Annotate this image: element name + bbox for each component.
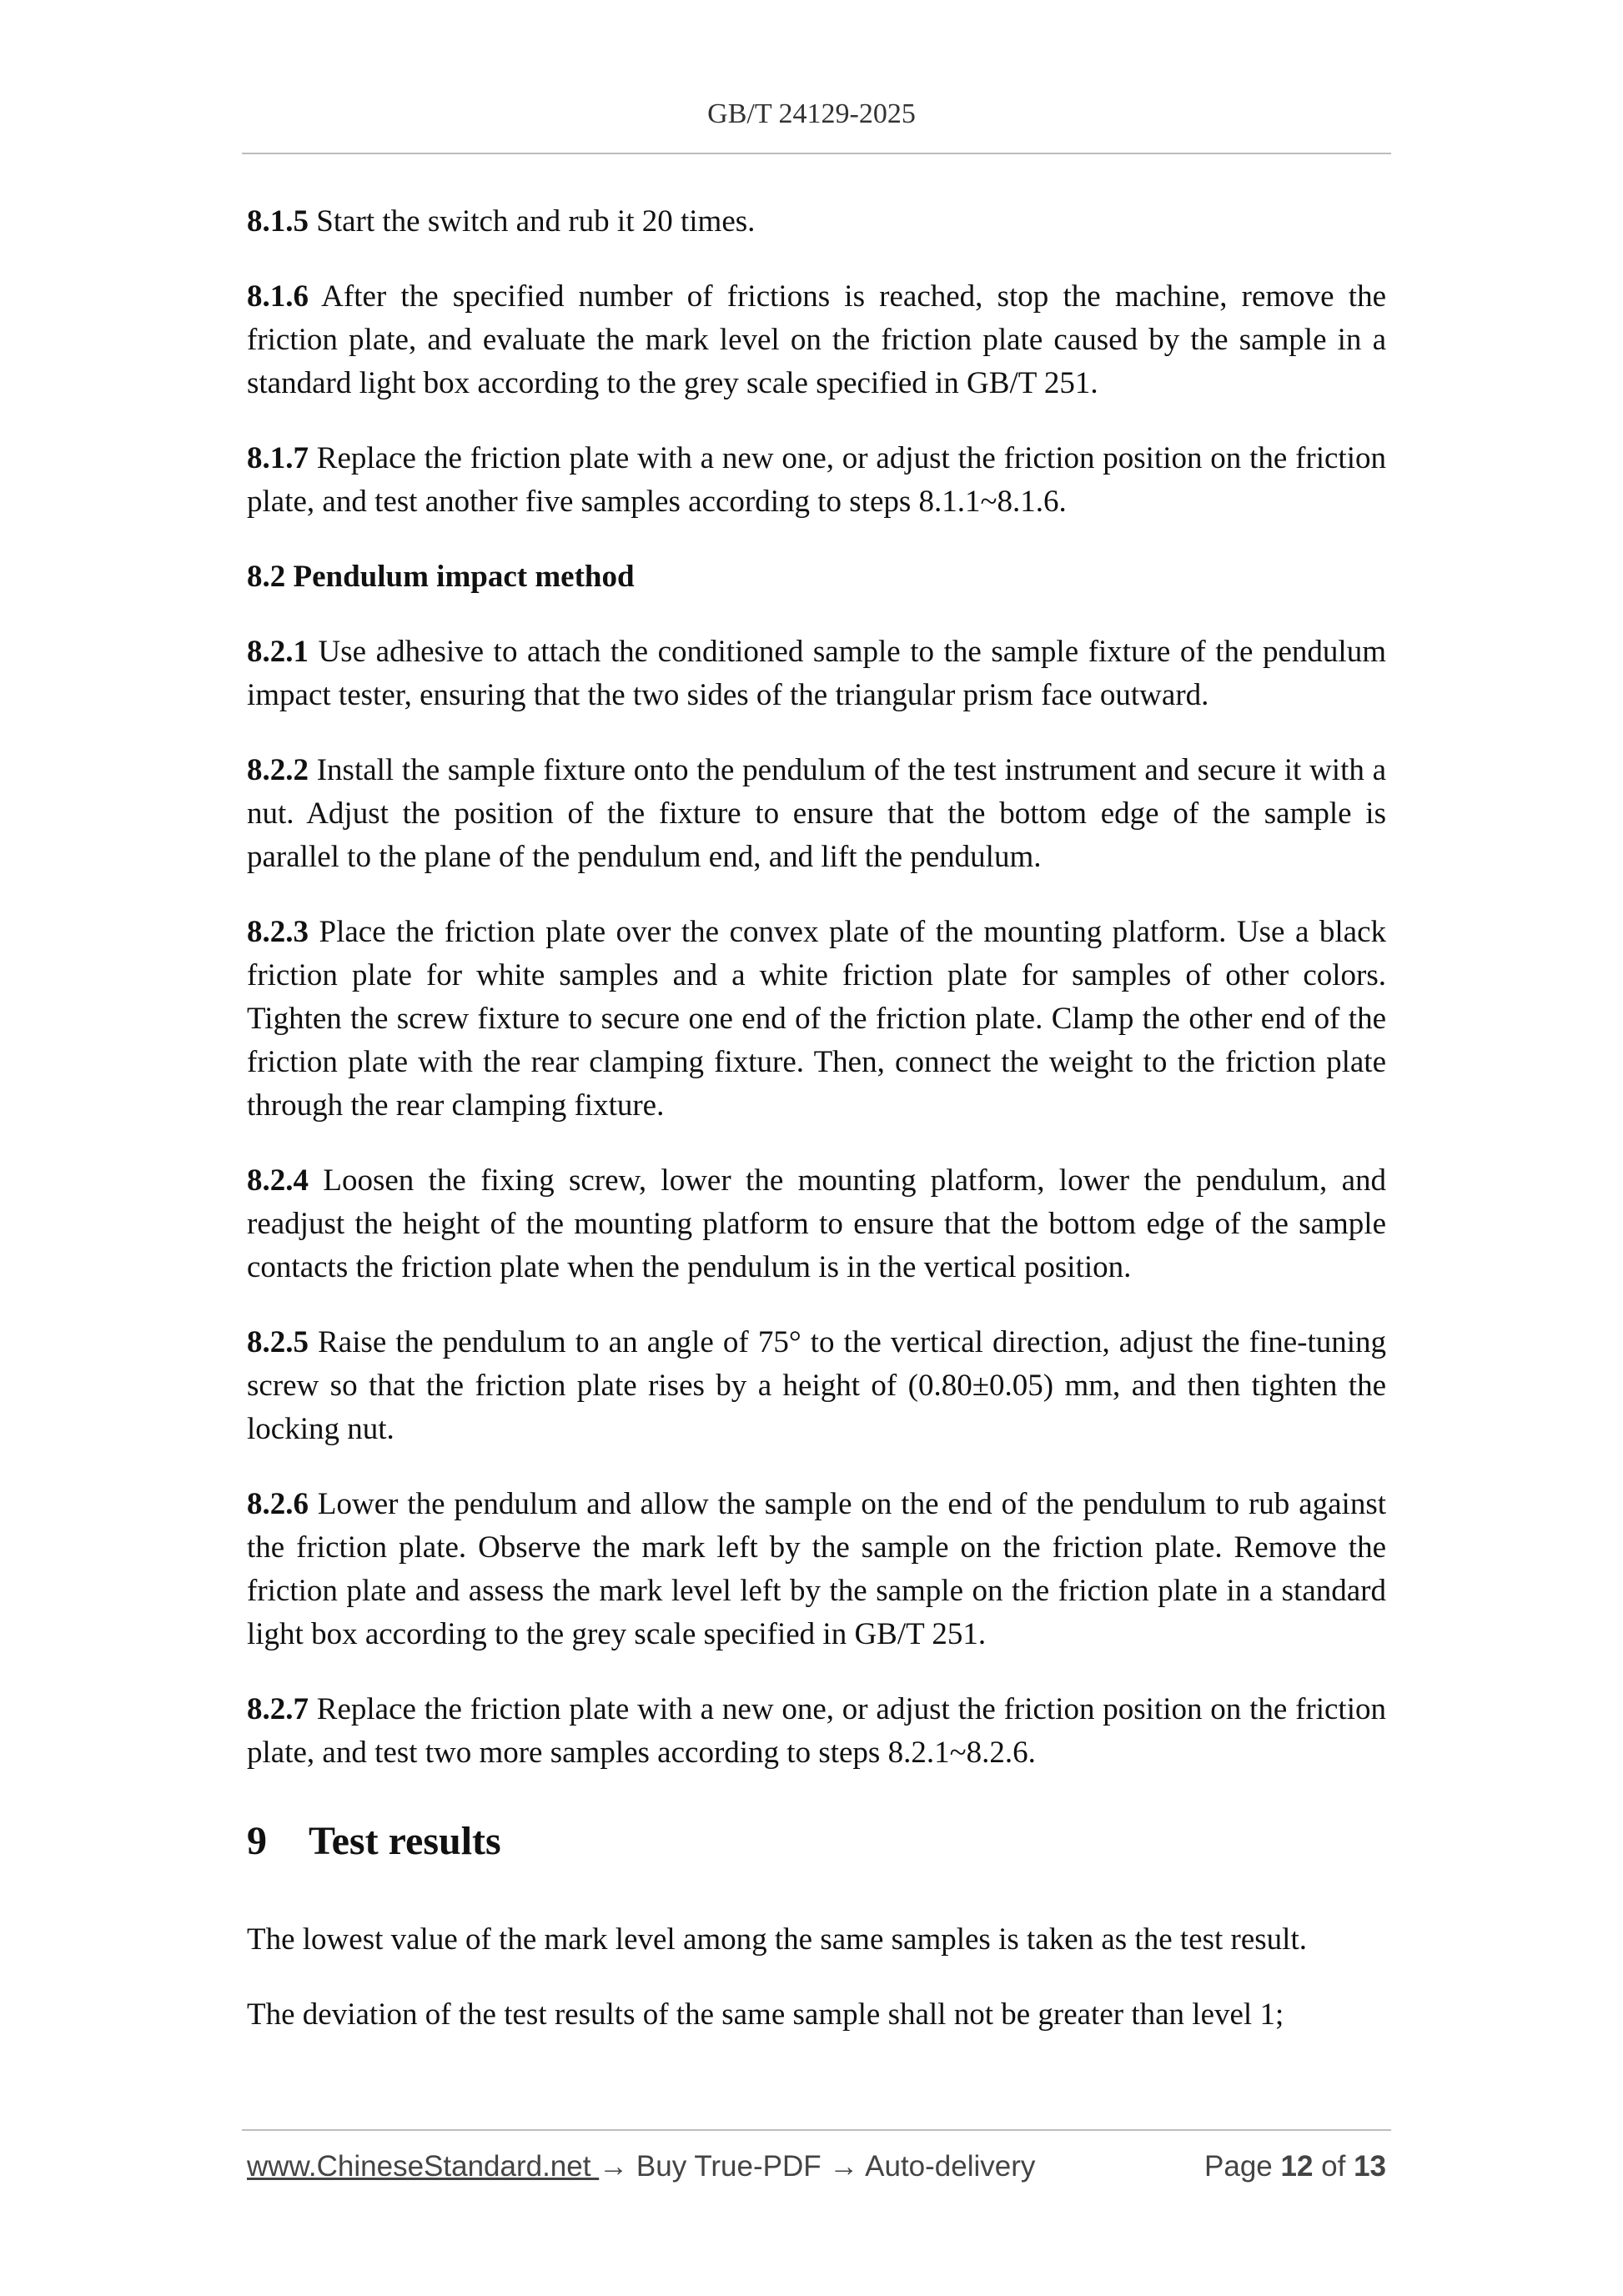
clause-text: Replace the friction plate with a new one, or adjust the friction position on the friction plate, and test another five samples according to steps 8.1.1~8.1.6. [247,441,1386,519]
clause-number: 8.2.7 [247,1692,309,1726]
paragraph-8-1-7 [247,437,1386,524]
section-number: 9 [247,1819,267,1863]
paragraph-8-2-5 [247,1321,1386,1451]
clause-text: Place the friction plate over the convex plate of the mounting platform. Use a black friction plate for white samples and a white friction plate for samples of other colors. Tighten the screw fixture to secure one end of the friction plate. Clamp the other end of the friction plate with the rear clamping fixture. Then, connect the weight to the friction plate through the rear clamping fixture. [247,915,1386,1123]
page-indicator [1204,2150,1386,2183]
clause-number: 8.1.6 [247,279,309,314]
page-of-label: of [1313,2150,1354,2183]
paragraph-8-2-3 [247,911,1386,1128]
clause-text: Loosen the fixing screw, lower the mounting platform, lower the pendulum, and readjust the height of the mounting platform to ensure that the bottom edge of the sample contacts the friction plate when the pendulum is in the vertical position. [247,1163,1386,1284]
arrow-right-icon: → [599,2150,629,2183]
current-page-number: 12 [1280,2150,1314,2183]
paragraph-8-2-2 [247,749,1386,879]
chinesestandard-link[interactable]: www.ChineseStandard.net [247,2150,600,2183]
section-title: Test results [309,1819,501,1863]
paragraph-8-2-4 [247,1159,1386,1289]
section-heading-9 [247,1816,1386,1866]
paragraph-8-1-5 [247,200,1386,244]
clause-number: 8.2.1 [247,635,309,669]
page-footer [247,2150,1386,2183]
clause-text: Raise the pendulum to an angle of 75° to the vertical direction, adjust the fine-tuning screw so that the friction plate rises by a height of (0.80±0.05) mm, and then tighten the locking nut. [247,1325,1386,1446]
arrow-right-icon: → [829,2150,859,2183]
paragraph-test-result: The lowest value of the mark level among the same samples is taken as the test result. [247,1922,1307,1957]
clause-number: 8.2.2 [247,753,309,787]
clause-number: 8.1.7 [247,441,309,475]
clause-number: 8.2.5 [247,1325,309,1359]
clause-text: After the specified number of frictions is reached, stop the machine, remove the friction plate, and evaluate the mark level on the friction plate caused by the sample in a standard light box according to the grey scale specified in GB/T 251. [247,279,1386,400]
clause-text: Replace the friction plate with a new one, or adjust the friction position on the friction plate, and test two more samples according to steps 8.2.1~8.2.6. [247,1692,1386,1770]
header-divider [242,153,1391,154]
clause-text: Use adhesive to attach the conditioned sample to the sample fixture of the pendulum impact tester, ensuring that the two sides of the triangular prism face outward. [247,635,1386,712]
footer-divider [242,2129,1391,2131]
document-body [247,200,1386,2068]
paragraph-8-2-1 [247,631,1386,717]
paragraph-8-2-7 [247,1688,1386,1775]
auto-delivery-text: Auto-delivery [858,2150,1036,2183]
clause-number: 8.2.3 [247,915,309,949]
paragraph-8-2-6 [247,1483,1386,1656]
page-label: Page [1204,2150,1281,2183]
clause-text: Install the sample fixture onto the pendulum of the test instrument and secure it with a nut. Adjust the position of the fixture to ensure that the bottom edge of the sample is parallel to the plane of the pendulum end, and lift the pendulum. [247,753,1386,874]
clause-text: Lower the pendulum and allow the sample on the end of the pendulum to rub against the friction plate. Observe the mark left by the sample on the friction plate. Remove the friction plate and assess the mark level left by the sample on the friction plate in a standard light box according to the grey scale specified in GB/T 251. [247,1487,1386,1651]
document-code-header: GB/T 24129-2025 [707,98,916,129]
paragraph-8-1-6 [247,275,1386,405]
paragraph-deviation: The deviation of the test results of the same sample shall not be greater than level 1; [247,1997,1284,2032]
clause-number: 8.1.5 [247,204,309,239]
clause-text: Start the switch and rub it 20 times. [309,204,756,239]
clause-number: 8.2.4 [247,1163,309,1198]
total-page-number: 13 [1354,2150,1386,2183]
buy-pdf-text: Buy True-PDF [628,2150,830,2183]
clause-number: 8.2.6 [247,1487,309,1521]
footer-promo [247,2150,1035,2183]
subsection-heading-8-2: 8.2 Pendulum impact method [247,560,635,594]
